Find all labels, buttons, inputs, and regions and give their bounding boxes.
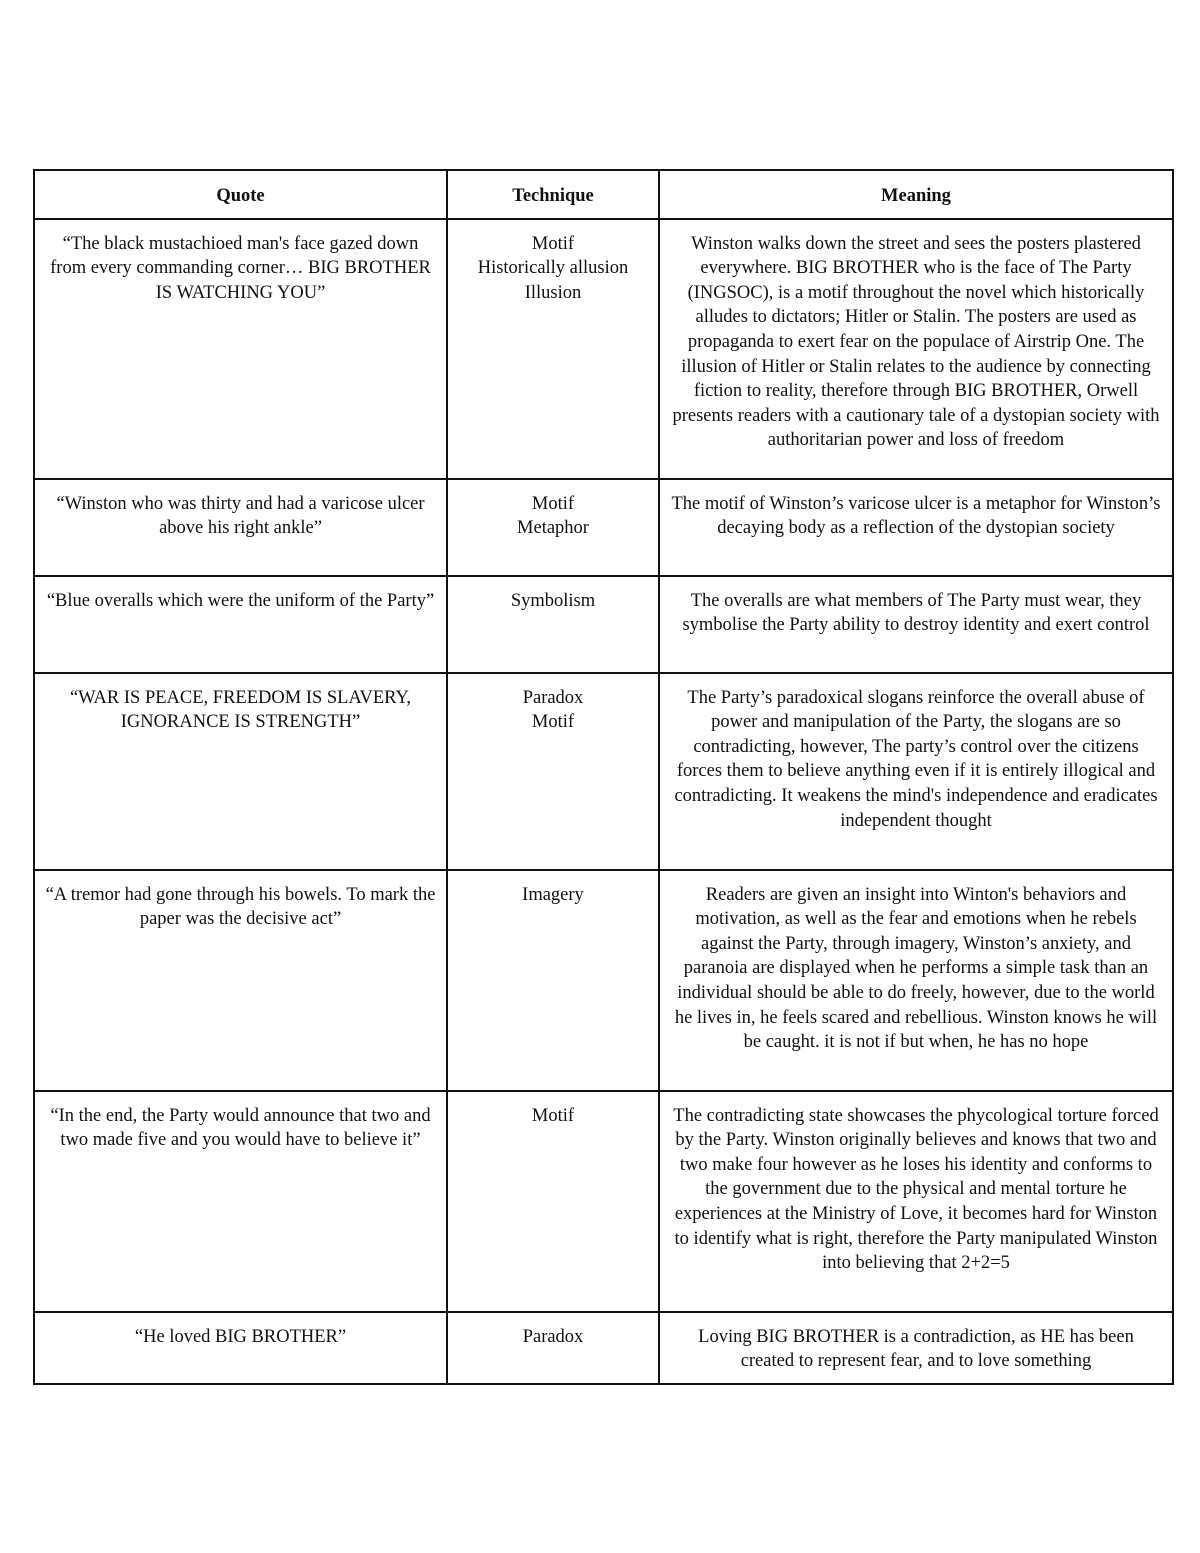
meaning-cell: Loving BIG BROTHER is a contradiction, as HE has been created to represent fear, and to love something bbox=[659, 1312, 1173, 1384]
header-technique: Technique bbox=[447, 170, 659, 219]
meaning-cell: The overalls are what members of The Party must wear, they symbolise the Party ability to destroy identity and exert control bbox=[659, 576, 1173, 673]
technique-cell bbox=[447, 1312, 659, 1384]
technique-item: Illusion bbox=[524, 282, 582, 303]
technique-item: Motif bbox=[531, 712, 575, 733]
quote-cell: “WAR IS PEACE, FREEDOM IS SLAVERY, IGNORANCE IS STRENGTH” bbox=[34, 673, 447, 870]
quote-cell: “Blue overalls which were the uniform of the Party” bbox=[34, 576, 447, 673]
header-meaning: Meaning bbox=[659, 170, 1173, 219]
meaning-cell: The motif of Winston’s varicose ulcer is a metaphor for Winston’s decaying body as a reflection of the dystopian society bbox=[659, 479, 1173, 576]
technique-item: Paradox bbox=[522, 687, 584, 708]
quote-cell: “The black mustachioed man's face gazed down from every commanding corner… BIG BROTHER IS WATCHING YOU” bbox=[34, 219, 447, 479]
meaning-cell: Winston walks down the street and sees the posters plastered everywhere. BIG BROTHER who is the face of The Party (INGSOC), is a motif throughout the novel which historically alludes to dictators; Hitler or Stalin. The posters are used as propaganda to exert fear on the populace of Airstrip One. The illusion of Hitler or Stalin relates to the audience by connecting fiction to reality, therefore through BIG BROTHER, Orwell presents readers with a cautionary tale of a dystopian society with authoritarian power and loss of freedom bbox=[659, 219, 1173, 479]
technique-item: Historically allusion bbox=[477, 258, 629, 279]
technique-item: Imagery bbox=[522, 884, 584, 905]
table-row bbox=[34, 1312, 1173, 1384]
technique-cell bbox=[447, 479, 659, 576]
literary-techniques-table bbox=[33, 169, 1174, 1385]
technique-cell bbox=[447, 1091, 659, 1312]
technique-item: Metaphor bbox=[517, 518, 589, 539]
technique-item: Motif bbox=[531, 493, 575, 514]
quote-cell: “He loved BIG BROTHER” bbox=[34, 1312, 447, 1384]
table-row bbox=[34, 219, 1173, 479]
quote-cell: “A tremor had gone through his bowels. To mark the paper was the decisive act” bbox=[34, 870, 447, 1091]
technique-cell bbox=[447, 576, 659, 673]
table-row bbox=[34, 576, 1173, 673]
technique-cell bbox=[447, 870, 659, 1091]
technique-item: Paradox bbox=[522, 1326, 584, 1347]
table-header-row bbox=[34, 170, 1173, 219]
technique-cell bbox=[447, 673, 659, 870]
table-row bbox=[34, 479, 1173, 576]
meaning-cell: Readers are given an insight into Winton's behaviors and motivation, as well as the fear and emotions when he rebels against the Party, through imagery, Winston’s anxiety, and paranoia are displayed when he performs a simple task than an individual should be able to do freely, however, due to the world he lives in, he feels scared and rebellious. Winston knows he will be caught. it is not if but when, he has no hope bbox=[659, 870, 1173, 1091]
technique-item: Motif bbox=[531, 233, 575, 254]
quote-cell: “Winston who was thirty and had a varicose ulcer above his right ankle” bbox=[34, 479, 447, 576]
table-row bbox=[34, 870, 1173, 1091]
header-quote: Quote bbox=[34, 170, 447, 219]
technique-cell bbox=[447, 219, 659, 479]
table-row bbox=[34, 1091, 1173, 1312]
technique-item: Motif bbox=[531, 1105, 575, 1126]
meaning-cell: The contradicting state showcases the phycological torture forced by the Party. Winston originally believes and knows that two and two make four however as he loses his identity and conforms to the government due to the physical and mental torture he experiences at the Ministry of Love, it becomes hard for Winston to identify what is right, therefore the Party manipulated Winston into believing that 2+2=5 bbox=[659, 1091, 1173, 1312]
meaning-cell: The Party’s paradoxical slogans reinforce the overall abuse of power and manipulation of the Party, the slogans are so contradicting, however, The party’s control over the citizens forces them to believe anything even if it is entirely illogical and contradicting. It weakens the mind's independence and eradicates independent thought bbox=[659, 673, 1173, 870]
table-row bbox=[34, 673, 1173, 870]
technique-item: Symbolism bbox=[510, 590, 596, 611]
quote-cell: “In the end, the Party would announce that two and two made five and you would have to believe it” bbox=[34, 1091, 447, 1312]
